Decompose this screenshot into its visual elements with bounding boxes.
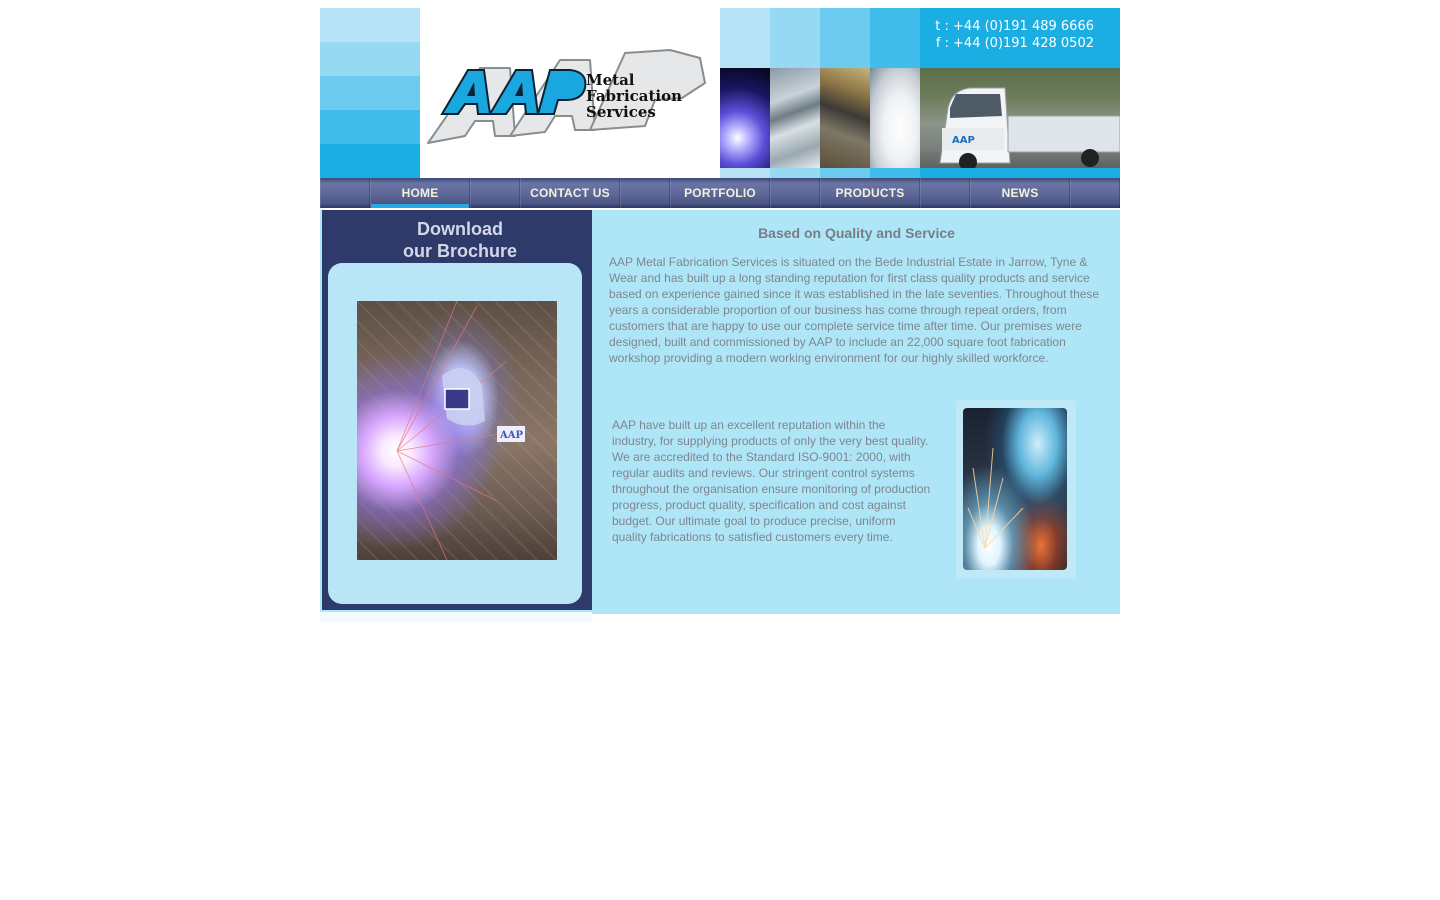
welding-sparks-photo: [720, 68, 770, 168]
quality-paragraph: AAP have built up an excellent reputation within the industry, for supplying products of only the very best quality. We are accredited to the Standard ISO-9001: 2000, with regular audits and reviews. Our stringent control systems throughout the organisation ensure monitoring of production progress, product quality, specification and cost against budget. Our ultimate goal to produce precise, uniform quality fabrications to satisfied customers every time.: [612, 418, 931, 544]
nav-spacer: [320, 178, 370, 208]
nav-spacer: [1070, 178, 1120, 208]
welding-photo: [963, 408, 1067, 570]
pressure-vessel-photo: [870, 68, 920, 168]
page-container: [320, 8, 1120, 614]
sidebar-footer-shade: [320, 612, 592, 622]
spiral-staircase-photo: [770, 68, 820, 168]
svg-text:Services: Services: [586, 103, 656, 121]
svg-text:Fabrication: Fabrication: [586, 87, 683, 105]
nav-spacer: [470, 178, 520, 208]
metal-fabrication-photo: [820, 68, 870, 168]
page-heading: Based on Quality and Service: [758, 225, 955, 241]
nav-spacer: [770, 178, 820, 208]
contact-info: [920, 8, 1120, 68]
nav-products[interactable]: PRODUCTS: [820, 178, 920, 208]
nav-spacer: [920, 178, 970, 208]
brochure-panel: [328, 263, 582, 604]
intro-paragraph: AAP Metal Fabrication Services is situated on the Bede Industrial Estate in Jarrow, Tyne & Wear and has built up a long standing reputation for first class quality products and service based on experience gained since it was established in the late seventies. Throughout these years a considerable proportion of our business has come through repeat orders, from customers that are happy to use our complete service time after time. Our premises were designed, built and commissioned by AAP to include an 22,000 square foot fabrication workshop providing a modern working environment for our highly skilled workforce.: [609, 255, 1100, 365]
nav-portfolio[interactable]: PORTFOLIO: [670, 178, 770, 208]
welding-photo-frame: [956, 400, 1076, 578]
site-header: [320, 8, 1120, 178]
main-nav: [320, 178, 1120, 208]
nav-news[interactable]: NEWS: [970, 178, 1070, 208]
nav-spacer: [620, 178, 670, 208]
company-truck-photo: [920, 68, 1120, 168]
svg-text:Metal: Metal: [586, 71, 635, 89]
logo[interactable]: [420, 8, 720, 178]
main-content-area: [320, 210, 1120, 614]
decorative-stripes: [320, 8, 420, 178]
svg-text:AAP: AAP: [500, 430, 524, 441]
brochure-sidebar: [322, 210, 592, 610]
nav-contact-us[interactable]: CONTACT US: [520, 178, 620, 208]
aap-logo-icon: [420, 8, 720, 178]
svg-text:AAP: AAP: [952, 135, 975, 146]
nav-home[interactable]: HOME: [370, 178, 470, 208]
phone-number: t : +44 (0)191 489 6666: [935, 19, 1094, 34]
brochure-welder-image[interactable]: [357, 301, 557, 560]
fax-number: f : +44 (0)191 428 0502: [935, 36, 1094, 51]
download-brochure-link[interactable]: Download our Brochure: [402, 219, 517, 261]
photo-strip: [720, 68, 1120, 168]
header-banner: [720, 8, 1120, 178]
